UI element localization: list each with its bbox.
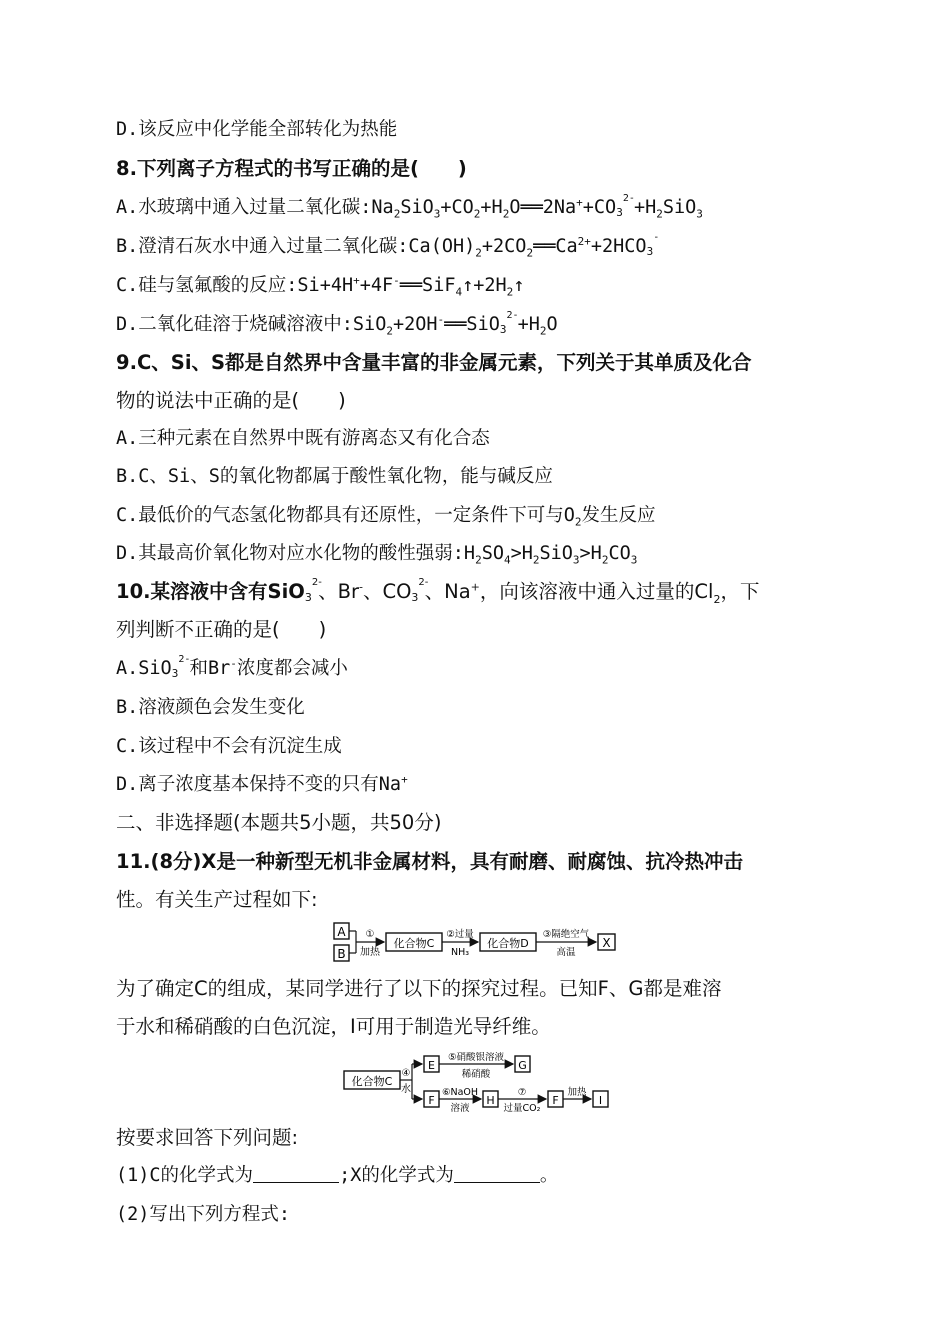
- diag1-step2-reagent: NH₃: [450, 947, 470, 958]
- q11-sub1: (1)C的化学式为 ;X的化学式为 。: [116, 1162, 836, 1190]
- q11-instruction: 按要求回答下列问题:: [116, 1126, 299, 1149]
- diag1-step3-label: ③隔绝空气: [542, 929, 590, 940]
- q9-option-b: B.C、Si、S的氧化物都属于酸性氧化物，能与碱反应: [116, 466, 553, 487]
- diag1-box-c: 化合物C: [393, 937, 435, 950]
- diag2-box-g: G: [518, 1059, 527, 1072]
- q8-option-d: D.二氧化硅溶于烧碱溶液中:SiO$_2$+2OH-══SiO 2- $3 +H_2O$: [116, 310, 558, 338]
- q8-option-a: A.水玻璃中通入过量二氧化碳$:Na_2SiO_3+CO_2+H_2O══2Na^++CO$ 2- $3 +H_2SiO_3$: [116, 193, 703, 221]
- diag1-box-x: X: [602, 936, 611, 950]
- q10-option-c: C.该过程中不会有沉淀生成: [116, 736, 342, 757]
- q9-option-d: D.其最高价氧化物对应水化物的酸性强弱$:H_2SO_4>H_2SiO_3>H_2CO_3$: [116, 543, 638, 567]
- diag1-box-a: A: [337, 925, 346, 939]
- diag1-step1-condition: 加热: [360, 947, 380, 958]
- q11-stem-line2: 性。有关生产过程如下:: [116, 888, 318, 911]
- diag2-step4-label: ④: [401, 1068, 411, 1079]
- answer-blank-x[interactable]: [454, 1162, 540, 1183]
- q9-stem-line1: 9.C、Si、S都是自然界中含量丰富的非金属元素，下列关于其单质及化合: [116, 351, 752, 374]
- diag2-step6-reagent: 溶液: [450, 1103, 470, 1114]
- section-2-heading: 二、非选择题(本题共5小题，共50分): [116, 811, 442, 834]
- q11-exploration-diagram: [340, 1052, 615, 1114]
- q10-stem-line1: 10.某溶液中含有SiO 2- 3 、Br-、CO 2- 3 、Na+，向该溶液中通入过量的$Cl_2$，下: [116, 577, 760, 606]
- diag2-box-f2: F: [552, 1094, 559, 1107]
- diag1-step3-condition: 高温: [556, 947, 576, 958]
- q10-option-a: A.SiO 2- 3 和Br-浓度都会减小: [116, 654, 348, 680]
- diag2-box-h: H: [486, 1094, 495, 1107]
- q9-option-a: A.三种元素在自然界中既有游离态又有化合态: [116, 428, 490, 449]
- q11-sub2: (2)写出下列方程式:: [116, 1204, 291, 1225]
- diag1-step1-label: ①: [365, 929, 375, 940]
- diag2-box-f: F: [428, 1094, 435, 1107]
- q7-option-d: D.该反应中化学能全部转化为热能: [116, 119, 398, 140]
- diag2-step8-condition: 加热: [567, 1087, 587, 1098]
- diag1-box-b: B: [337, 947, 346, 961]
- q11-text-line1: 为了确定C的组成，某同学进行了以下的探究过程。已知F、G都是难溶: [116, 977, 722, 1000]
- diag2-step7-label: ⑦: [517, 1087, 527, 1098]
- diag2-step5-reagent: 稀硝酸: [461, 1069, 491, 1080]
- q10-option-b: B.溶液颜色会发生变化: [116, 697, 305, 718]
- q10-option-d: D.离子浓度基本保持不变的只有Na+: [116, 772, 408, 795]
- diag2-box-c: 化合物C: [351, 1075, 393, 1088]
- q8-option-c: C.硅与氢氟酸的反应$:Si+4H^++4F^-══SiF_4↑+2H_2↑$: [116, 273, 525, 299]
- q11-text-line2: 于水和稀硝酸的白色沉淀，I可用于制造光导纤维。: [116, 1015, 551, 1038]
- diag2-step5-label: ⑤硝酸银溶液: [447, 1052, 505, 1063]
- diag1-step2-label: ②过量: [446, 929, 474, 940]
- q11-process-diagram: [330, 920, 620, 968]
- q8-stem: 8.下列离子方程式的书写正确的是( ): [116, 157, 467, 180]
- q9-option-c: C.最低价的气态氢化物都具有还原性，一定条件下可与$O_2$发生反应: [116, 505, 656, 529]
- diag2-step4-reagent: 水: [401, 1084, 411, 1095]
- q9-stem-line2: 物的说法中正确的是( ): [116, 389, 346, 412]
- q11-stem-line1: 11.(8分)X是一种新型无机非金属材料，具有耐磨、耐腐蚀、抗冷热冲击: [116, 850, 743, 873]
- diag2-step7-reagent: 过量CO₂: [503, 1103, 541, 1114]
- q10-stem-line2: 列判断不正确的是( ): [116, 618, 327, 641]
- q8-option-b: B.澄清石灰水中通入过量二氧化碳$:Ca(OH)_2+2CO_2══Ca^{2+}+2HCO$ - 3: [116, 232, 660, 260]
- diag2-step6-label: ⑥NaOH: [441, 1087, 479, 1098]
- answer-blank-c[interactable]: [253, 1162, 339, 1183]
- diag1-box-d: 化合物D: [487, 937, 529, 950]
- diag2-box-e: E: [428, 1059, 435, 1072]
- diag2-box-i: I: [598, 1094, 603, 1107]
